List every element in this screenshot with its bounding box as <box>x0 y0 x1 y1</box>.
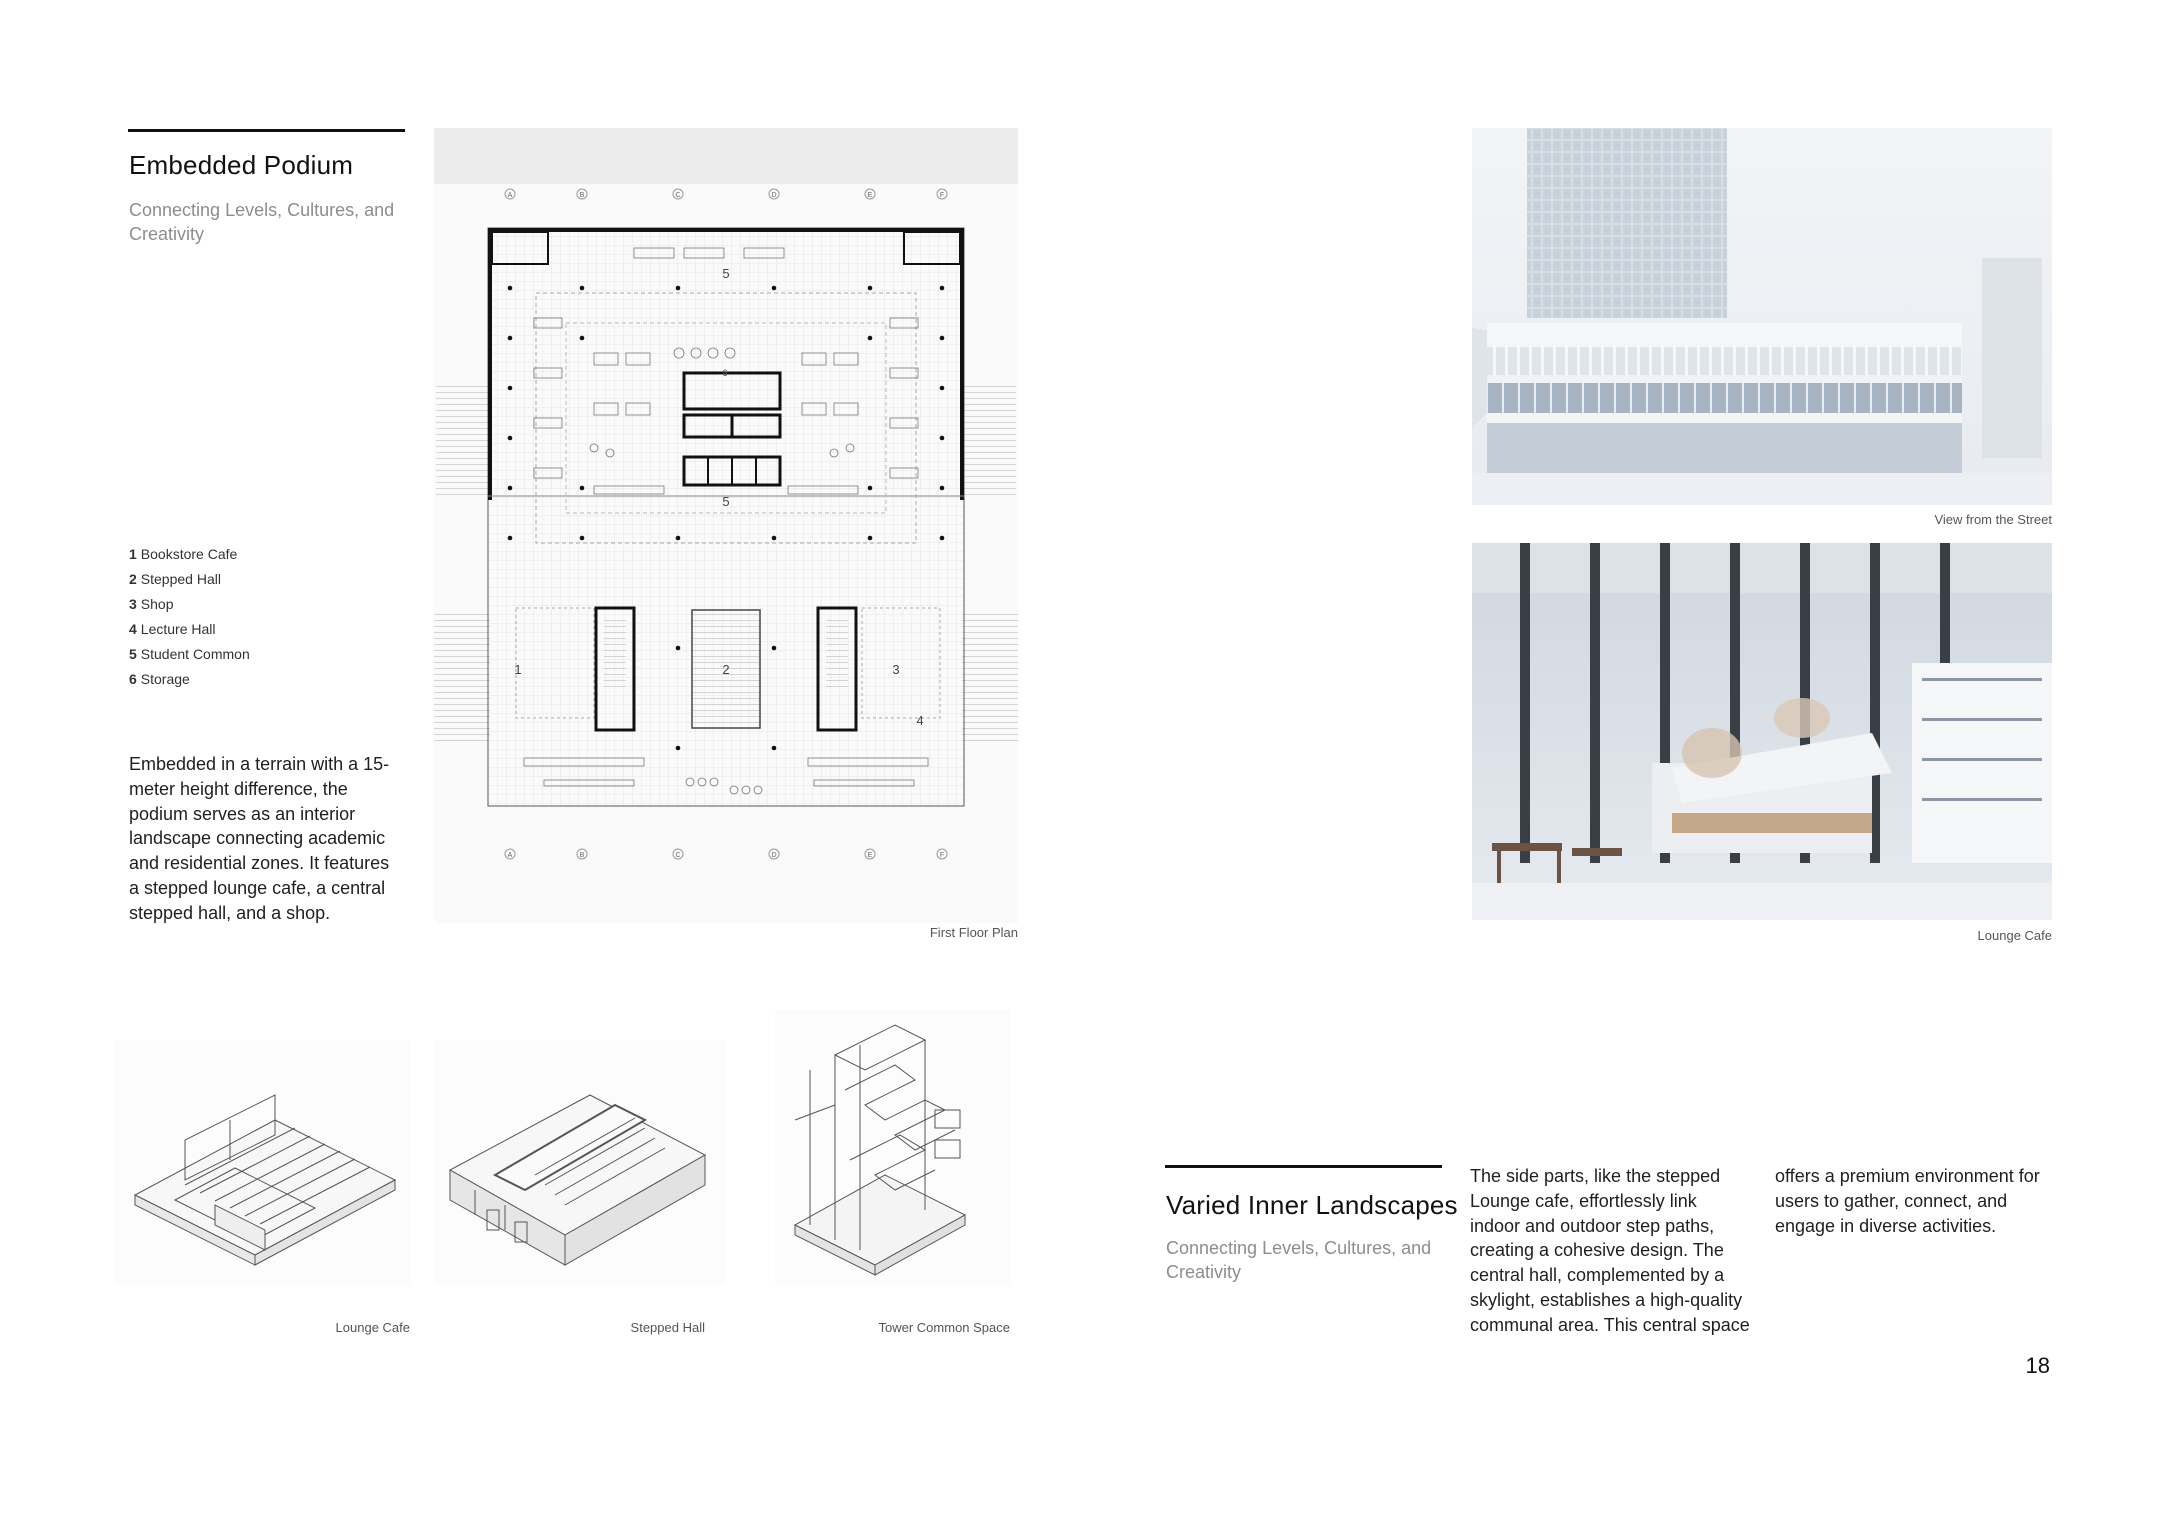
tower-common-space-axonometric-icon <box>775 1010 1010 1285</box>
svg-text:D: D <box>771 192 777 199</box>
svg-text:B: B <box>579 192 585 199</box>
landscapes-text-col2: offers a premium environment for users to gather, connect, and engage in diverse activities. <box>1775 1166 2040 1236</box>
grid-labels-bottom <box>505 849 947 859</box>
svg-text:A: A <box>507 192 513 199</box>
svg-text:E: E <box>867 192 873 199</box>
svg-text:C: C <box>675 192 681 199</box>
floor-plan-drawing <box>434 128 1018 923</box>
svg-text:2: 2 <box>722 662 730 677</box>
svg-text:F: F <box>939 852 945 859</box>
svg-text:5: 5 <box>722 266 730 281</box>
svg-text:B: B <box>579 852 585 859</box>
lounge-cafe-caption: Lounge Cafe <box>1977 928 2052 943</box>
podium-title: Embedded Podium <box>129 150 354 180</box>
room-legend <box>129 542 399 692</box>
street-view-render <box>1472 128 2052 505</box>
plan-caption: First Floor Plan <box>929 925 1018 940</box>
podium-subtitle: Connecting Levels, Cultures, and Creativity <box>129 200 395 244</box>
lounge-cafe-axonometric-icon <box>115 1040 410 1285</box>
legend-item: 3 Shop <box>129 596 174 612</box>
landscapes-text-col1: The side parts, like the stepped Lounge cafe, effortlessly link indoor and outdoor step paths, creating a cohesive design. The central hall, complemented by a skylight, establishes a high-quality communal area. This central space <box>1470 1166 1750 1335</box>
legend-item: 4 Lecture Hall <box>129 621 216 637</box>
landscapes-subtitle: Connecting Levels, Cultures, and Creativity <box>1166 1238 1432 1282</box>
stepped-hall-axonometric-icon <box>435 1040 725 1285</box>
page-number: 18 <box>2025 1353 2050 1378</box>
svg-text:A: A <box>507 852 513 859</box>
axo-caption: Tower Common Space <box>878 1320 1010 1335</box>
lounge-cafe-render <box>1472 543 2052 920</box>
axo-caption: Lounge Cafe <box>335 1320 410 1335</box>
legend-item: 1 Bookstore Cafe <box>129 546 238 562</box>
svg-text:1: 1 <box>514 662 522 677</box>
legend-item: 6 Storage <box>129 671 190 687</box>
legend-item: 5 Student Common <box>129 646 250 662</box>
legend-item: 2 Stepped Hall <box>129 571 221 587</box>
landscapes-title: Varied Inner Landscapes <box>1166 1190 1458 1220</box>
podium-title-rule <box>128 129 405 132</box>
svg-text:E: E <box>867 852 873 859</box>
first-floor-plan <box>434 128 1018 923</box>
svg-text:F: F <box>939 192 945 199</box>
svg-text:D: D <box>771 852 777 859</box>
svg-text:C: C <box>675 852 681 859</box>
svg-text:5: 5 <box>722 494 730 509</box>
svg-text:4: 4 <box>916 713 924 728</box>
grid-labels-top <box>505 189 947 199</box>
podium-description: Embedded in a terrain with a 15-meter height difference, the podium serves as an interior landscape connecting academic and residential zones. It features a stepped lounge cafe, a central stepped hall, and a shop. <box>129 754 390 923</box>
landscapes-title-rule <box>1165 1165 1442 1168</box>
svg-text:3: 3 <box>892 662 900 677</box>
svg-text:6: 6 <box>722 368 728 378</box>
axo-caption: Stepped Hall <box>630 1320 705 1335</box>
street-view-caption: View from the Street <box>1934 512 2052 527</box>
